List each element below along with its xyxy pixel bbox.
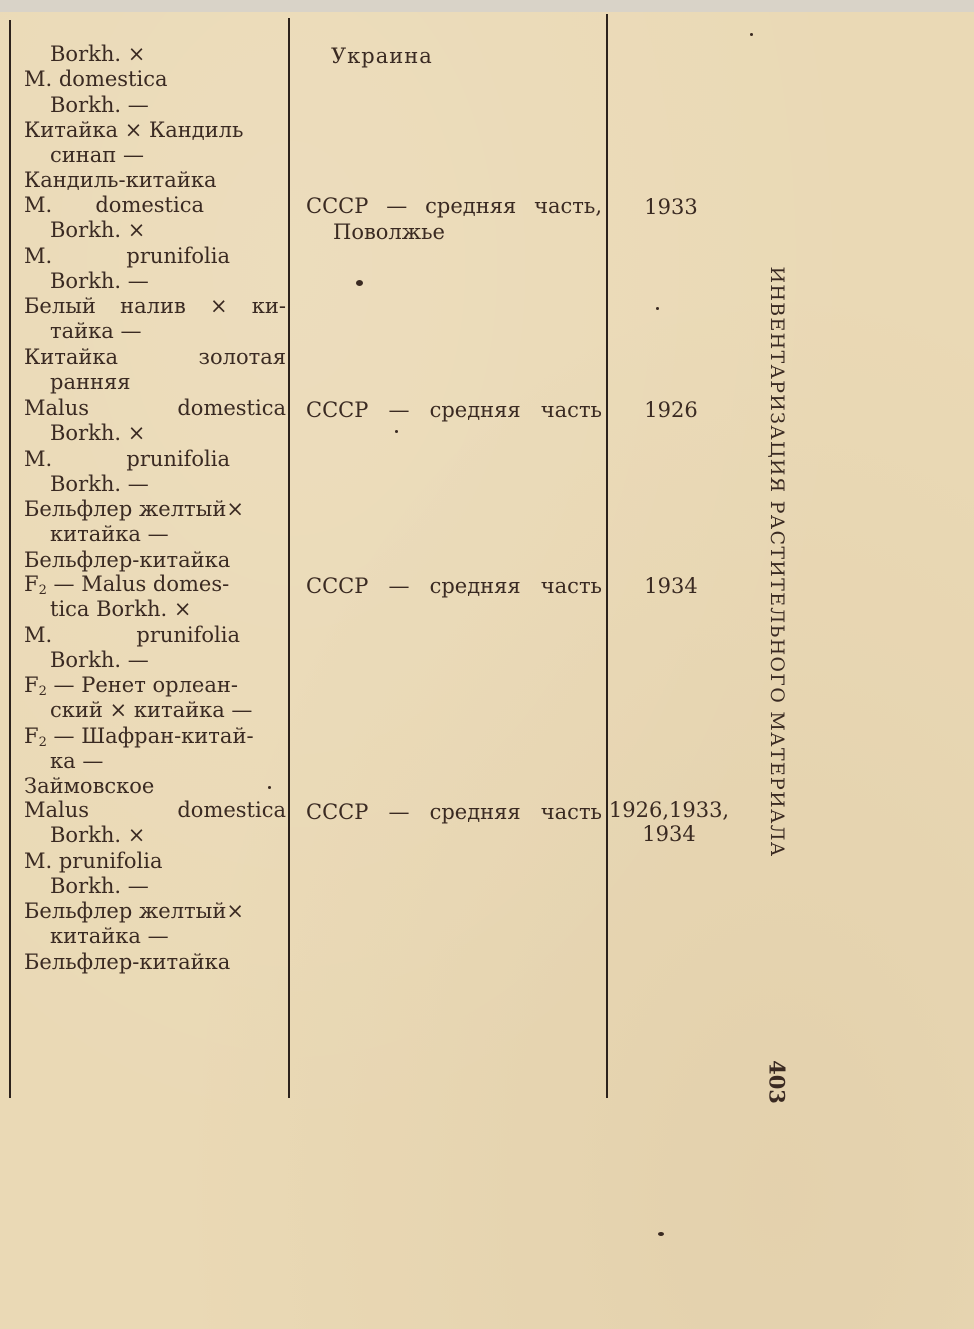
pedigree-line: M. domestica <box>24 67 168 92</box>
pedigree-line: M. prunifolia <box>24 848 163 873</box>
pedigree-line: синап — <box>50 143 144 168</box>
pedigree-line: M. prunifolia <box>24 243 230 268</box>
pedigree-line: Malus domestica <box>24 396 286 420</box>
region-cell: СССР — средняя часть <box>306 398 602 422</box>
region-cell: СССР — средняя часть <box>306 574 602 598</box>
pedigree-entry <box>24 42 286 194</box>
table-rule-1 <box>288 18 290 1098</box>
year-line: 1934 <box>642 822 696 846</box>
ink-speck <box>750 33 753 36</box>
pedigree-line: ка — <box>50 749 104 774</box>
pedigree-line: Malus domestica <box>24 798 286 822</box>
ink-speck <box>395 430 398 433</box>
pedigree-line: M. prunifolia <box>24 622 240 647</box>
pedigree-line: тайка — <box>50 319 142 344</box>
pedigree-line: M. prunifolia <box>24 446 230 471</box>
ink-speck <box>356 280 363 286</box>
table-rule-2 <box>606 14 608 1098</box>
pedigree-line: Borkh. × <box>50 42 146 66</box>
pedigree-entry <box>24 572 286 800</box>
pedigree-line: $F_2$ — Ренет орлеан- <box>24 673 238 700</box>
pedigree-line: Займовское <box>24 774 155 799</box>
pedigree-line: Кандиль-китайка <box>24 168 217 193</box>
pedigree-line: Borkh. — <box>50 92 149 117</box>
pedigree-line: Borkh. × <box>50 218 146 243</box>
region-cell: СССР — средняя часть <box>306 800 602 824</box>
pedigree-line: $F_2$ — Шафран-китай- <box>24 723 254 750</box>
pedigree-entry <box>24 798 286 975</box>
running-title: ИНВЕНТАРИЗАЦИЯ РАСТИТЕЛЬНОГО МАТЕРИАЛА <box>766 266 788 858</box>
pedigree-line: китайка — <box>50 924 169 949</box>
region-cell: СССР — средняя часть, <box>306 194 602 218</box>
year-cell: 1926 <box>644 398 698 422</box>
pedigree-line: M. domestica <box>24 193 204 217</box>
pedigree-line: tica Borkh. × <box>50 597 192 622</box>
pedigree-line: ский × китайка — <box>50 698 253 723</box>
pedigree-line: Бельфлер-китайка <box>24 547 231 572</box>
pedigree-line: Китайка золотая <box>24 344 286 369</box>
pedigree-line: $F_2$ — Malus domes- <box>24 572 230 598</box>
pedigree-line: Borkh. × <box>50 421 146 446</box>
region-cell: Украина <box>331 44 433 68</box>
year-cell: 1934 <box>644 574 698 598</box>
scan-edge <box>0 0 974 12</box>
pedigree-line: Borkh. × <box>50 823 146 848</box>
pedigree-line: китайка — <box>50 522 169 547</box>
pedigree-line: Бельфлер-китайка <box>24 949 231 974</box>
year-line: 1926,1933, <box>608 798 730 822</box>
pedigree-line: Белый налив × ки- <box>24 294 286 319</box>
ink-speck <box>656 307 659 310</box>
pedigree-line: Бельфлер желтый× <box>24 497 244 522</box>
pedigree-line: Китайка × Кандиль <box>24 117 244 142</box>
ink-speck <box>658 1232 664 1236</box>
year-cell: 1933 <box>644 195 698 219</box>
pedigree-line: Borkh. — <box>50 873 149 898</box>
pedigree-line: Borkh. — <box>50 647 149 672</box>
pedigree-entry <box>24 193 286 395</box>
ink-speck <box>268 786 271 789</box>
pedigree-line: Бельфлер желтый× <box>24 899 244 924</box>
year-cell <box>608 798 730 846</box>
table-rule-left <box>9 20 11 1098</box>
pedigree-line: ранняя <box>50 370 131 395</box>
region-cell-continued: Поволжье <box>333 220 445 244</box>
page-number: 403 <box>764 1060 790 1104</box>
pedigree-line: Borkh. — <box>50 268 149 293</box>
pedigree-entry <box>24 396 286 573</box>
pedigree-line: Borkh. — <box>50 471 149 496</box>
